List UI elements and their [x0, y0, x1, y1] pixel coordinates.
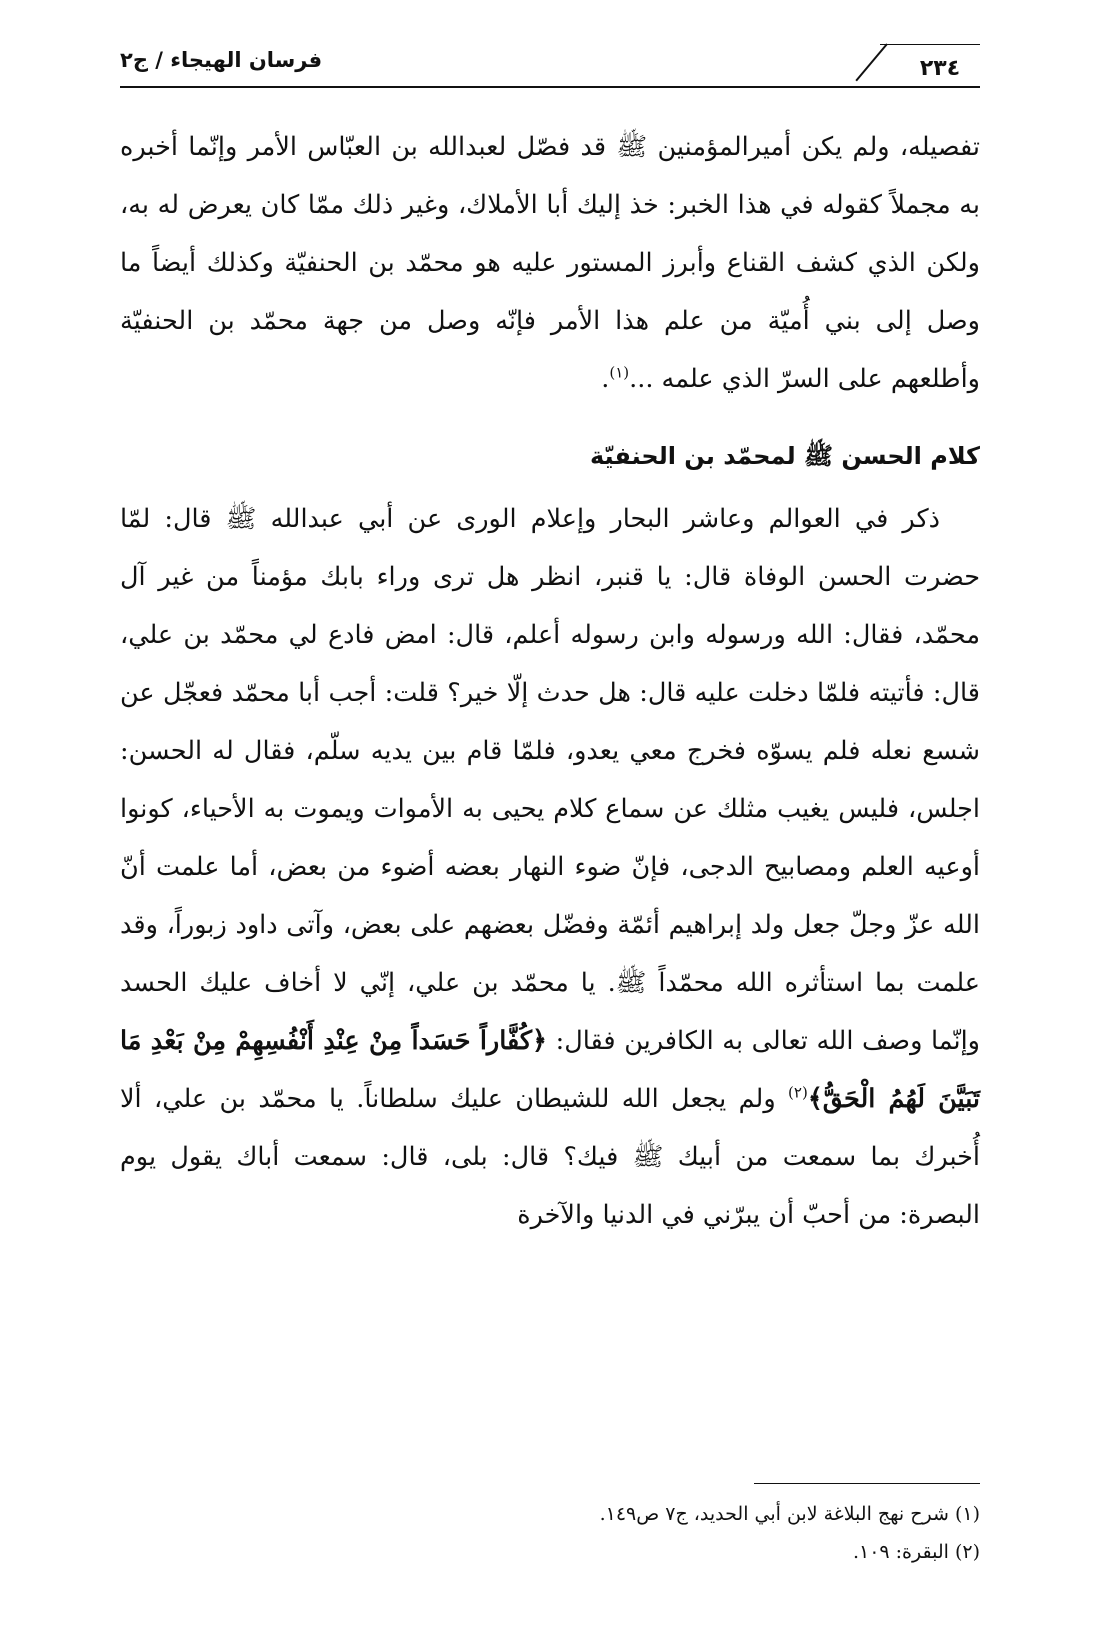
header-upper-rule: [880, 44, 980, 45]
footnote-1: (١) شرح نهج البلاغة لابن أبي الحديد، ج٧ ص١٤٩.: [599, 1503, 980, 1525]
paragraph-text: تفصيله، ولم يكن أميرالمؤمنين ﷺ قد فصّل لعبدالله بن العبّاس الأمر وإنّما أخبره به مجملاً كقوله في هذا الخبر: خذ إليك أبا الأملاك، وغير ذلك ممّا كان يعرض له به، ولكن الذي كشف القناع وأبرز المستور عليه هو محمّد بن الحنفيّة وكذلك أيضاً ما وصل إلى بني أُميّة من علم هذا الأمر فإنّه وصل من جهة محمّد بن الحنفيّة وأطلعهم على السرّ الذي علمه ...: [120, 132, 980, 394]
footnote-separator: [754, 1483, 980, 1484]
paragraph-end: .: [601, 364, 610, 394]
paragraph-main: [120, 490, 980, 1244]
page-header: [120, 36, 980, 96]
paragraph-text: ذكر في العوالم وعاشر البحار وإعلام الورى عن أبي عبدالله ﷺ قال: لمّا حضرت الحسن الوفاة قال: يا قنبر، انظر هل ترى وراء بابك مؤمناً من غير آل محمّد، فقال: الله ورسوله وابن رسوله أعلم، قال: امض فادع لي محمّد بن علي، قال: فأتيته فلمّا دخلت عليه قال: هل حدث إلّا خير؟ قلت: أجب أبا محمّد فعجّل عن شسع نعله فلم يسوّه فخرج معي يعدو، فلمّا قام بين يديه سلّم، فقال له الحسن: اجلس، فليس يغيب مثلك عن سماع كلام يحيى به الأموات ويموت به الأحياء، كونوا أوعيه العلم ومصابيح الدجى، فإنّ ضوء النهار بعضه أضوء من بعض، أما علمت أنّ الله عزّ وجلّ جعل ولد إبراهيم أئمّة وفضّل بعضهم على بعض، وآتى داود زبوراً، وقد علمت بما استأثره الله محمّداً ﷺ. يا محمّد بن علي، إنّي لا أخاف عليك الحسد وإنّما وصف الله تعالى به الكافرين فقال:: [120, 504, 981, 1056]
page-body: [120, 118, 980, 1244]
page-number: ٢٣٤: [919, 56, 961, 81]
quran-verse: ﴿كُفَّاراً حَسَداً مِنْ عِنْدِ أَنْفُسِهِمْ مِنْ بَعْدِ مَا تَبَيَّنَ لَهُمُ الْحَقُّ﴾: [120, 1026, 981, 1114]
footnote-2: (٢) البقرة: ١٠٩.: [852, 1541, 980, 1563]
running-title: فرسان الهيجاء / ج٢: [120, 48, 323, 72]
paragraph-continuation: [120, 118, 980, 408]
section-heading: كلام الحسن ﷺ لمحمّد بن الحنفيّة: [589, 442, 980, 470]
footnote-ref: (٢): [788, 1083, 808, 1102]
header-slash-ornament: [855, 43, 887, 81]
footnotes: [120, 1495, 980, 1571]
footnote-ref: (١): [609, 363, 630, 382]
header-rule: [120, 86, 980, 88]
paragraph-text: ولم يجعل الله للشيطان عليك سلطاناً. يا محمّد بن علي، ألا أُخبرك بما سمعت من أبيك ﷺ فيك؟ قال: بلى، قال: سمعت أباك يقول يوم البصرة: من أحبّ أن يبرّني في الدنيا والآخرة: [120, 1084, 980, 1230]
